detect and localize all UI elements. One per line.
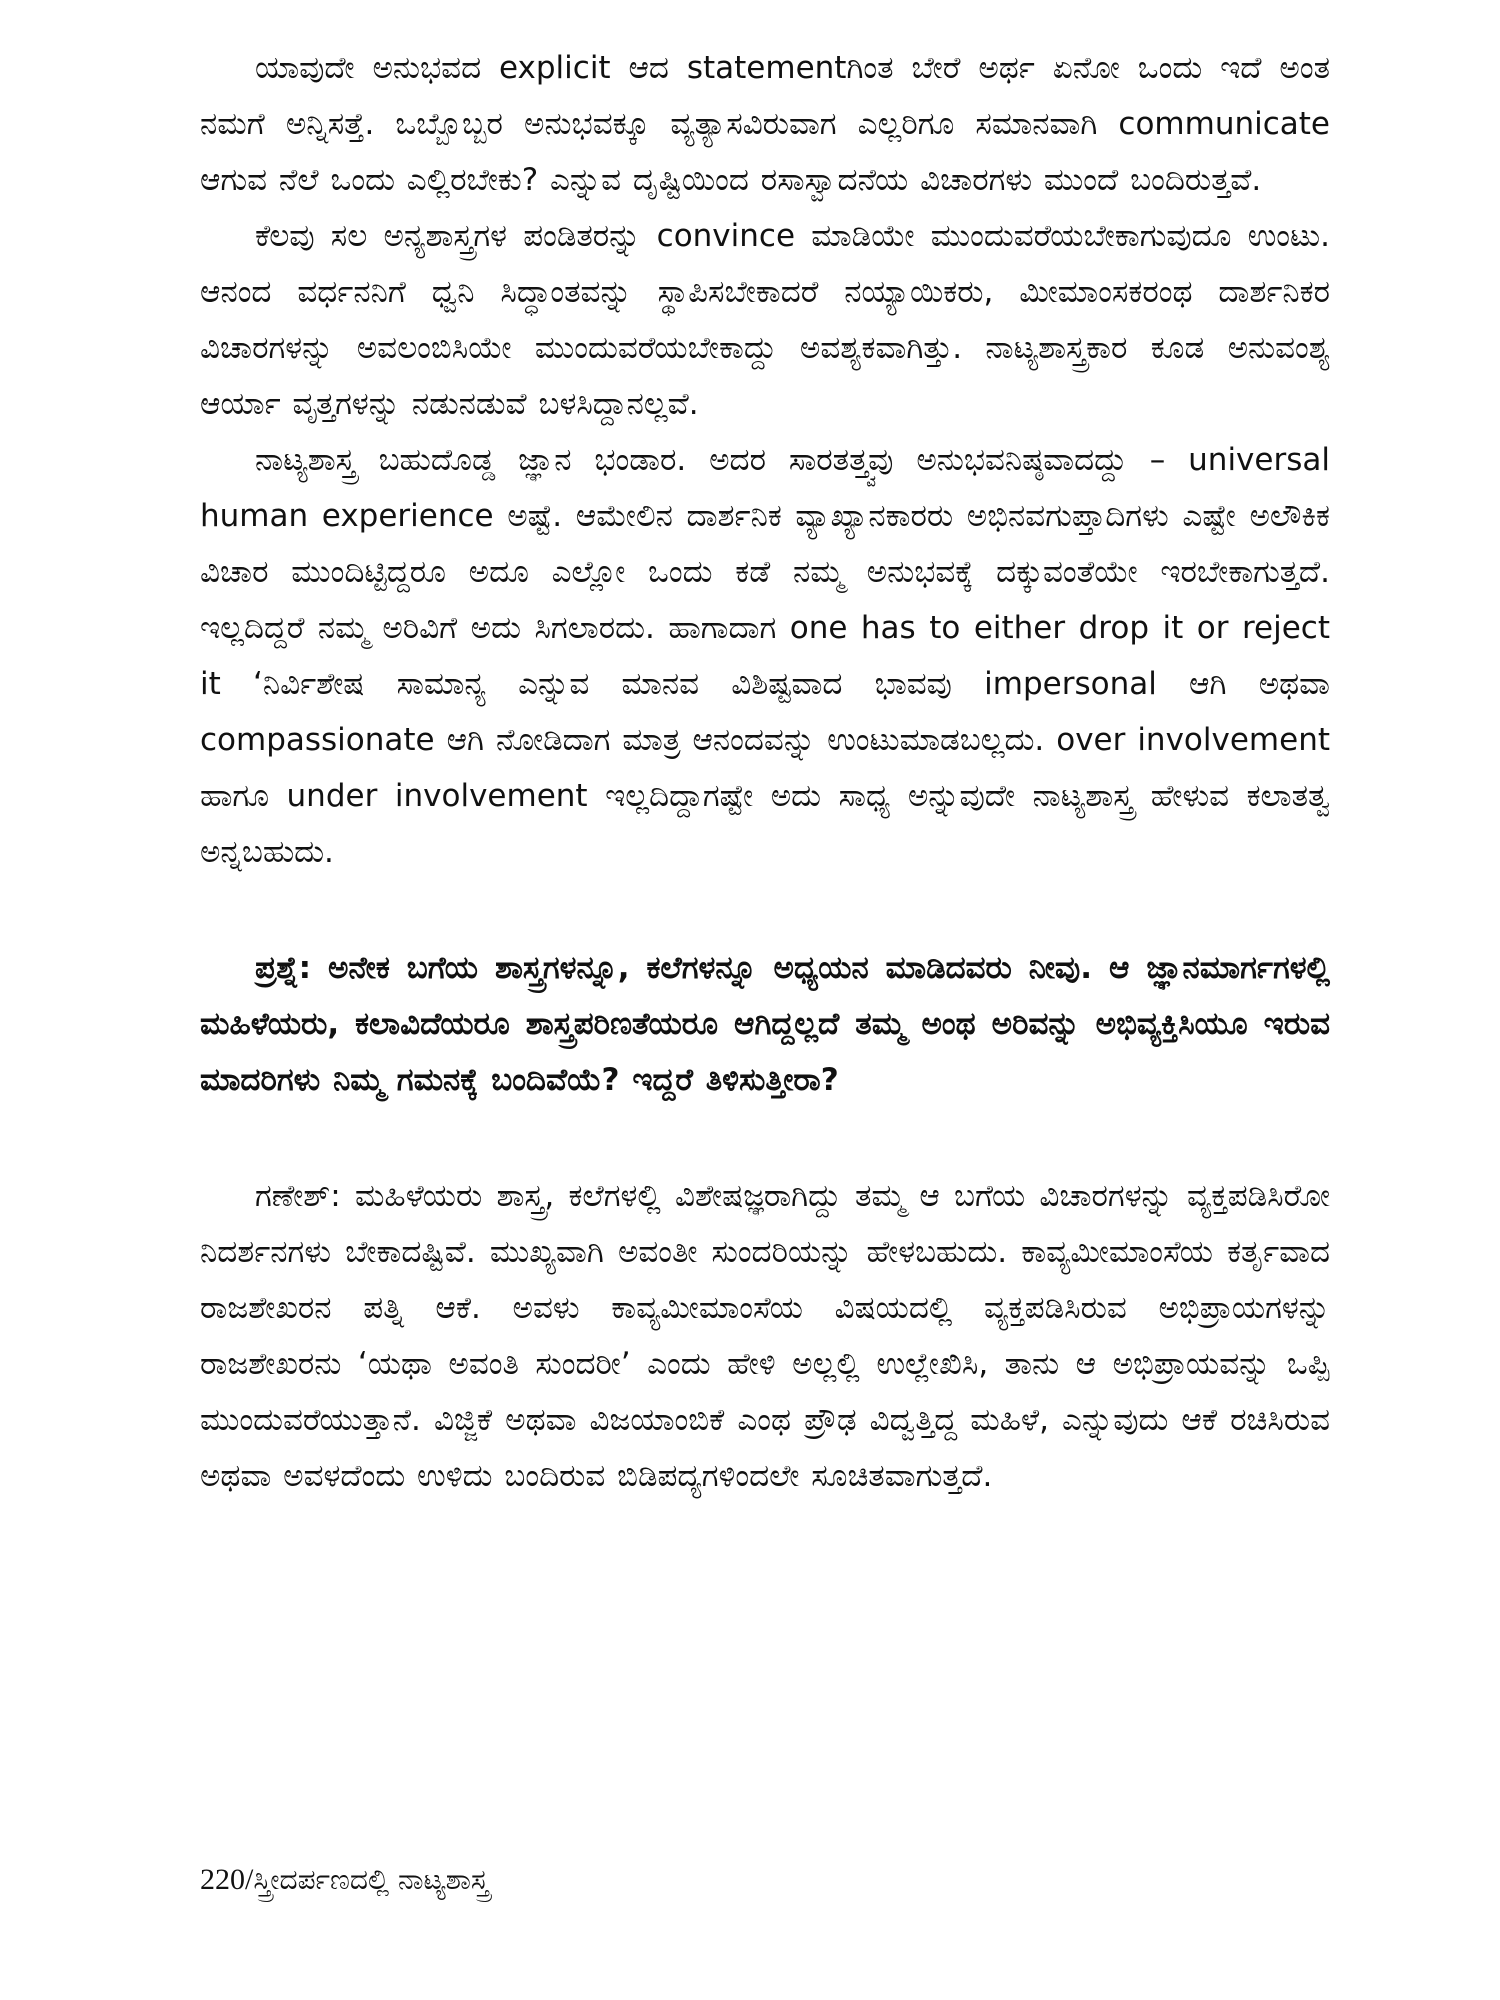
paragraph-question: ಪ್ರಶ್ನೆ: ಅನೇಕ ಬಗೆಯ ಶಾಸ್ತ್ರಗಳನ್ನೂ, ಕಲೆಗಳನ್ನೂ ಅಧ್ಯಯನ ಮಾಡಿದವರು ನೀವು. ಆ ಜ್ಞಾನಮಾರ್ಗಗಳಲ್ಲಿ ಮಹಿಳೆಯರು, ಕಲಾವಿದೆಯರೂ ಶಾಸ್ತ್ರಪರಿಣತೆಯರೂ ಆಗಿದ್ದಲ್ಲದೆ ತಮ್ಮ ಅಂಥ ಅರಿವನ್ನು ಅಭಿವ್ಯಕ್ತಿಸಿಯೂ ಇರುವ ಮಾದರಿಗಳು ನಿಮ್ಮ ಗಮನಕ್ಕೆ ಬಂದಿವೆಯೆ? ಇದ್ದರೆ ತಿಳಿಸುತ್ತೀರಾ?: [200, 950, 1330, 1098]
paragraph-natyashastra: ನಾಟ್ಯಶಾಸ್ತ್ರ ಬಹುದೊಡ್ಡ ಜ್ಞಾನ ಭಂಡಾರ. ಅದರ ಸಾರತತ್ತ್ವವು ಅನುಭವನಿಷ್ಠವಾದದ್ದು – universal human experience ಅಷ್ಟೆ. ಆಮೇಲಿನ ದಾರ್ಶನಿಕ ವ್ಯಾಖ್ಯಾನಕಾರರು ಅಭಿನವಗುಪ್ತಾದಿಗಳು ಎಷ್ಟೇ ಅಲೌಕಿಕ ವಿಚಾರ ಮುಂದಿಟ್ಟಿದ್ದರೂ ಅದೂ ಎಲ್ಲೋ ಒಂದು ಕಡೆ ನಮ್ಮ ಅನುಭವಕ್ಕೆ ದಕ್ಕುವಂತೆಯೇ ಇರಬೇಕಾಗುತ್ತದೆ. ಇಲ್ಲದಿದ್ದರೆ ನಮ್ಮ ಅರಿವಿಗೆ ಅದು ಸಿಗಲಾರದು. ಹಾಗಾದಾಗ one has to either drop it or reject it ‘ನಿರ್ವಿಶೇಷ ಸಾಮಾನ್ಯ ಎನ್ನುವ ಮಾನವ ವಿಶಿಷ್ಟವಾದ ಭಾವವು impersonal ಆಗಿ ಅಥವಾ compassionate ಆಗಿ ನೋಡಿದಾಗ ಮಾತ್ರ ಆನಂದವನ್ನು ಉಂಟುಮಾಡಬಲ್ಲದು. over involvement ಹಾಗೂ under involvement ಇಲ್ಲದಿದ್ದಾಗಷ್ಟೇ ಅದು ಸಾಧ್ಯ ಅನ್ನುವುದೇ ನಾಟ್ಯಶಾಸ್ತ್ರ ಹೇಳುವ ಕಲಾತತ್ವ ಅನ್ನಬಹುದು.: [200, 442, 1330, 870]
paragraph-convince: ಕೆಲವು ಸಲ ಅನ್ಯಶಾಸ್ತ್ರಗಳ ಪಂಡಿತರನ್ನು convince ಮಾಡಿಯೇ ಮುಂದುವರೆಯಬೇಕಾಗುವುದೂ ಉಂಟು. ಆನಂದ ವರ್ಧನನಿಗೆ ಧ್ವನಿ ಸಿದ್ಧಾಂತವನ್ನು ಸ್ಥಾಪಿಸಬೇಕಾದರೆ ನಯ್ಯಾಯಿಕರು, ಮೀಮಾಂಸಕರಂಥ ದಾರ್ಶನಿಕರ ವಿಚಾರಗಳನ್ನು ಅವಲಂಬಿಸಿಯೇ ಮುಂದುವರೆಯಬೇಕಾದ್ದು ಅವಶ್ಯಕವಾಗಿತ್ತು. ನಾಟ್ಯಶಾಸ್ತ್ರಕಾರ ಕೂಡ ಅನುವಂಶ್ಯ ಆರ್ಯಾ ವೃತ್ತಗಳನ್ನು ನಡುನಡುವೆ ಬಳಸಿದ್ದಾನಲ್ಲವೆ.: [200, 218, 1330, 422]
footer-separator: /: [245, 1863, 254, 1896]
page-number: 220: [200, 1863, 245, 1896]
paragraph-explicit-statement: ಯಾವುದೇ ಅನುಭವದ explicit ಆದ statementಗಿಂತ ಬೇರೆ ಅರ್ಥ ಏನೋ ಒಂದು ಇದೆ ಅಂತ ನಮಗೆ ಅನ್ನಿಸತ್ತೆ. ಒಬ್ಬೊಬ್ಬರ ಅನುಭವಕ್ಕೂ ವ್ಯತ್ಯಾಸವಿರುವಾಗ ಎಲ್ಲರಿಗೂ ಸಮಾನವಾಗಿ communicate ಆಗುವ ನೆಲೆ ಒಂದು ಎಲ್ಲಿರಬೇಕು? ಎನ್ನುವ ದೃಷ್ಟಿಯಿಂದ ರಸಾಸ್ವಾದನೆಯ ವಿಚಾರಗಳು ಮುಂದೆ ಬಂದಿರುತ್ತವೆ.: [200, 50, 1330, 198]
book-title: ಸ್ತ್ರೀದರ್ಪಣದಲ್ಲಿ ನಾಟ್ಯಶಾಸ್ತ್ರ: [253, 1863, 489, 1896]
paragraph-answer-ganesh: ಗಣೇಶ್: ಮಹಿಳೆಯರು ಶಾಸ್ತ್ರ, ಕಲೆಗಳಲ್ಲಿ ವಿಶೇಷಜ್ಞರಾಗಿದ್ದು ತಮ್ಮ ಆ ಬಗೆಯ ವಿಚಾರಗಳನ್ನು ವ್ಯಕ್ತಪಡಿಸಿರೋ ನಿದರ್ಶನಗಳು ಬೇಕಾದಷ್ಟಿವೆ. ಮುಖ್ಯವಾಗಿ ಅವಂತೀ ಸುಂದರಿಯನ್ನು ಹೇಳಬಹುದು. ಕಾವ್ಯಮೀಮಾಂಸೆಯ ಕರ್ತೃವಾದ ರಾಜಶೇಖರನ ಪತ್ನಿ ಆಕೆ. ಅವಳು ಕಾವ್ಯಮೀಮಾಂಸೆಯ ವಿಷಯದಲ್ಲಿ ವ್ಯಕ್ತಪಡಿಸಿರುವ ಅಭಿಪ್ರಾಯಗಳನ್ನು ರಾಜಶೇಖರನು ‘ಯಥಾ ಅವಂತಿ ಸುಂದರೀ’ ಎಂದು ಹೇಳಿ ಅಲ್ಲಲ್ಲಿ ಉಲ್ಲೇಖಿಸಿ, ತಾನು ಆ ಅಭಿಪ್ರಾಯವನ್ನು ಒಪ್ಪಿ ಮುಂದುವರೆಯುತ್ತಾನೆ. ವಿಜ್ಜಿಕೆ ಅಥವಾ ವಿಜಯಾಂಬಿಕೆ ಎಂಥ ಪ್ರೌಢ ವಿದ್ವತ್ತಿದ್ದ ಮಹಿಳೆ, ಎನ್ನುವುದು ಆಕೆ ರಚಿಸಿರುವ ಅಥವಾ ಅವಳದೆಂದು ಉಳಿದು ಬಂದಿರುವ ಬಿಡಿಪದ್ಯಗಳಿಂದಲೇ ಸೂಚಿತವಾಗುತ್ತದೆ.: [200, 1178, 1330, 1494]
page-footer: [200, 1860, 489, 1900]
document-page: [200, 40, 1330, 1960]
